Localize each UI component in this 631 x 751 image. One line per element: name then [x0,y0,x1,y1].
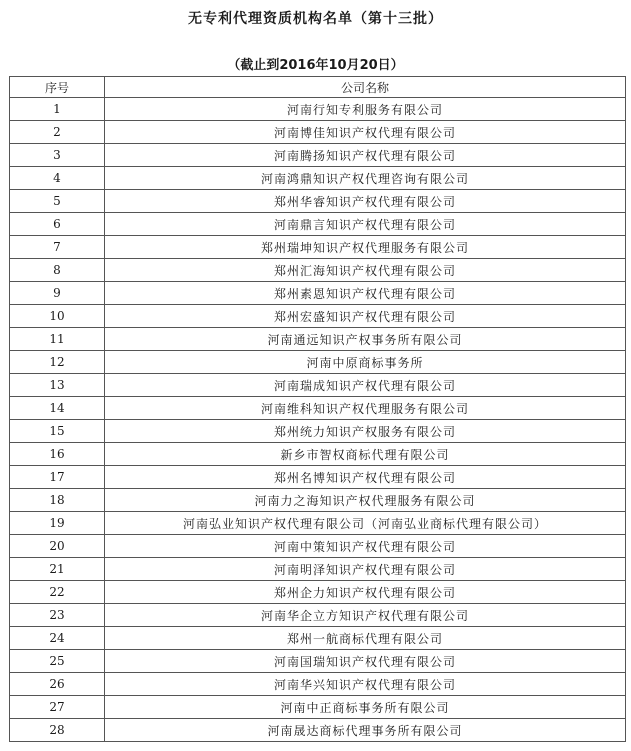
serial-number-cell: 9 [10,282,105,305]
table-header-row [10,77,626,98]
company-name-cell: 郑州名博知识产权代理有限公司 [105,466,626,489]
serial-number-cell: 20 [10,535,105,558]
company-name-cell: 河南鼎言知识产权代理有限公司 [105,213,626,236]
serial-number-cell: 26 [10,673,105,696]
company-name-cell: 河南晟达商标代理事务所有限公司 [105,719,626,742]
table-row [10,351,626,374]
serial-number-cell: 15 [10,420,105,443]
table-row [10,374,626,397]
company-name-cell: 河南国瑞知识产权代理有限公司 [105,650,626,673]
table-body [10,98,626,742]
company-name-cell: 河南弘业知识产权代理有限公司（河南弘业商标代理有限公司） [105,512,626,535]
table-row [10,397,626,420]
table-row [10,673,626,696]
company-name-cell: 新乡市智权商标代理有限公司 [105,443,626,466]
serial-number-cell: 21 [10,558,105,581]
company-name-cell: 河南中正商标事务所有限公司 [105,696,626,719]
table-row [10,121,626,144]
serial-number-cell: 11 [10,328,105,351]
company-name-cell: 河南鸿鼎知识产权代理咨询有限公司 [105,167,626,190]
serial-number-cell: 5 [10,190,105,213]
company-name-cell: 郑州华睿知识产权代理有限公司 [105,190,626,213]
table-row [10,696,626,719]
company-name-cell: 郑州企力知识产权代理有限公司 [105,581,626,604]
company-name-cell: 郑州一航商标代理有限公司 [105,627,626,650]
serial-number-cell: 19 [10,512,105,535]
serial-number-cell: 16 [10,443,105,466]
serial-number-cell: 18 [10,489,105,512]
table-row [10,213,626,236]
header-serial-number: 序号 [10,77,105,98]
agency-list-table [9,76,626,742]
serial-number-cell: 22 [10,581,105,604]
table-row [10,512,626,535]
serial-number-cell: 13 [10,374,105,397]
serial-number-cell: 7 [10,236,105,259]
company-name-cell: 郑州素恩知识产权代理有限公司 [105,282,626,305]
serial-number-cell: 28 [10,719,105,742]
table-row [10,282,626,305]
table-row [10,650,626,673]
table-row [10,144,626,167]
table-row [10,167,626,190]
serial-number-cell: 23 [10,604,105,627]
serial-number-cell: 3 [10,144,105,167]
serial-number-cell: 24 [10,627,105,650]
document-subtitle: （截止到2016年10月20日） [227,58,404,73]
company-name-cell: 河南维科知识产权代理服务有限公司 [105,397,626,420]
table-row [10,489,626,512]
table-row [10,420,626,443]
table-row [10,581,626,604]
company-name-cell: 河南瑞成知识产权代理有限公司 [105,374,626,397]
table-row [10,719,626,742]
header-company-name: 公司名称 [105,77,626,98]
company-name-cell: 河南腾扬知识产权代理有限公司 [105,144,626,167]
table-row [10,236,626,259]
company-name-cell: 河南通远知识产权事务所有限公司 [105,328,626,351]
company-name-cell: 河南力之海知识产权代理服务有限公司 [105,489,626,512]
table-row [10,466,626,489]
table-row [10,535,626,558]
company-name-cell: 河南华兴知识产权代理有限公司 [105,673,626,696]
company-name-cell: 河南华企立方知识产权代理有限公司 [105,604,626,627]
company-name-cell: 河南明泽知识产权代理有限公司 [105,558,626,581]
serial-number-cell: 12 [10,351,105,374]
table-row [10,328,626,351]
company-name-cell: 河南行知专利服务有限公司 [105,98,626,121]
table-row [10,259,626,282]
serial-number-cell: 10 [10,305,105,328]
table-row [10,627,626,650]
serial-number-cell: 25 [10,650,105,673]
company-name-cell: 郑州汇海知识产权代理有限公司 [105,259,626,282]
serial-number-cell: 1 [10,98,105,121]
serial-number-cell: 4 [10,167,105,190]
serial-number-cell: 8 [10,259,105,282]
table-row [10,190,626,213]
table-row [10,98,626,121]
serial-number-cell: 17 [10,466,105,489]
serial-number-cell: 14 [10,397,105,420]
table-row [10,604,626,627]
table-row [10,443,626,466]
company-name-cell: 郑州统力知识产权服务有限公司 [105,420,626,443]
company-name-cell: 郑州瑞坤知识产权代理服务有限公司 [105,236,626,259]
serial-number-cell: 2 [10,121,105,144]
company-name-cell: 河南中策知识产权代理有限公司 [105,535,626,558]
company-name-cell: 郑州宏盛知识产权代理有限公司 [105,305,626,328]
document-title: 无专利代理资质机构名单（第十三批） [188,11,443,27]
company-name-cell: 河南中原商标事务所 [105,351,626,374]
company-name-cell: 河南博佳知识产权代理有限公司 [105,121,626,144]
serial-number-cell: 6 [10,213,105,236]
serial-number-cell: 27 [10,696,105,719]
table-row [10,558,626,581]
table-row [10,305,626,328]
